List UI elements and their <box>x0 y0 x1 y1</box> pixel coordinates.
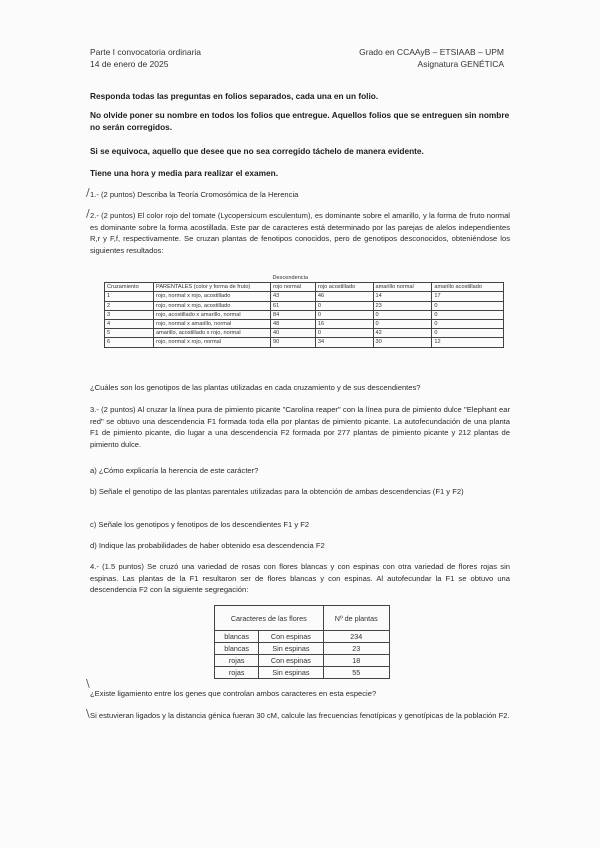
question-3a: a) ¿Cómo explicaría la herencia de este carácter? <box>90 466 259 475</box>
instruction-3: Si se equivoca, aquello que desee que no sea corregido táchelo de manera evidente. <box>90 146 424 156</box>
instruction-1: Responda todas las preguntas en folios separados, cada una en un folio. <box>90 91 379 101</box>
check-mark-icon: \ <box>86 707 90 720</box>
question-4b: Si estuvieran ligados y la distancia génica fueran 30 cM, calcule las frecuencias fenotípicas y genotípicas de la población F2. <box>90 711 510 720</box>
cell: 16 <box>315 320 373 329</box>
check-mark-icon: / <box>86 186 90 199</box>
table-row <box>215 655 390 667</box>
cell: 43 <box>271 292 316 301</box>
table-row <box>215 631 390 643</box>
cell: 0 <box>373 310 432 319</box>
cell: 0 <box>432 301 504 310</box>
cell: 5 <box>105 329 154 338</box>
cell: rojas <box>215 667 259 679</box>
table-row <box>105 301 504 310</box>
question-3d: d) Indique las probabilidades de haber obtenido esa descendencia F2 <box>90 541 325 550</box>
instruction-4: Tiene una hora y media para realizar el examen. <box>90 168 278 178</box>
cell: 6 <box>105 338 154 347</box>
exam-date: 14 de enero de 2025 <box>90 59 169 69</box>
cell: rojo, normal x rojo, normal <box>154 338 271 347</box>
rose-segregation-table <box>214 605 390 679</box>
header-right <box>359 46 504 70</box>
table-row <box>105 292 504 301</box>
cell: 46 <box>315 292 373 301</box>
header-left <box>90 46 201 70</box>
cell: 0 <box>315 329 373 338</box>
cell: rojo, normal x rojo, acostillado <box>154 301 271 310</box>
col-amarillo-normal: amarillo normal <box>373 283 432 292</box>
cell: 0 <box>373 320 432 329</box>
cell: Sin espinas <box>259 643 323 655</box>
cell: rojas <box>215 655 259 667</box>
cell: 14 <box>373 292 432 301</box>
col-rojo-acostillado: rojo acostillado <box>315 283 373 292</box>
table-row <box>105 320 504 329</box>
cell: 90 <box>271 338 316 347</box>
cell: 61 <box>271 301 316 310</box>
cell: 234 <box>323 631 389 643</box>
question-4-intro: 4.- (1.5 puntos) Se cruzó una variedad de rosas con flores blancas y con espinas con otra variedad de flores rojas sin espinas. Las plantas de la F1 resultaron ser de flores blancas y con espinas. Al autofecundar la F1 se obtuvo una descendencia F2 con la siguiente segregación: <box>90 562 510 594</box>
table-row <box>105 329 504 338</box>
table-row <box>105 310 504 319</box>
question-4a: ¿Existe ligamiento entre los genes que controlan ambos caracteres en esta especie? <box>90 689 377 698</box>
cell: blancas <box>215 631 259 643</box>
degree-name: Grado en CCAAyB – ETSIAAB – UPM <box>359 47 504 57</box>
subject-name: Asignatura GENÉTICA <box>417 59 504 69</box>
cell: 0 <box>432 310 504 319</box>
cell: 23 <box>323 643 389 655</box>
question-2-prompt: ¿Cuáles son los genotipos de las plantas utilizadas en cada cruzamiento y de sus descendientes? <box>90 383 421 392</box>
cell: 1 <box>105 292 154 301</box>
cell: 0 <box>315 310 373 319</box>
table-row <box>105 338 504 347</box>
check-mark-icon: \ <box>86 677 90 690</box>
group-header: Descendencia <box>271 274 504 283</box>
question-3b: b) Señale el genotipo de las plantas parentales utilizadas para la obtención de ambas descendencias (F1 y F2) <box>90 487 464 496</box>
cell: Sin espinas <box>259 667 323 679</box>
cell: rojo, normal x rojo, acostillado <box>154 292 271 301</box>
cell: 3 <box>105 310 154 319</box>
cell: 0 <box>315 301 373 310</box>
question-3-intro: 3.- (2 puntos) Al cruzar la línea pura de pimiento picante "Carolina reaper" con la línea pura de pimiento dulce "Elephant ear red" se obtuvo una descendencia F1 formada toda ella por plantas de pimiento picante. La autofecundación de una planta F1 de pimiento picante, dio lugar a una descendencia F2 formada por 277 plantas de pimiento picante y 212 plantas de pimiento dulce. <box>90 405 510 449</box>
col-amarillo-acostillado: amarillo acostillado <box>432 283 504 292</box>
col-num-plantas: Nº de plantas <box>323 606 389 631</box>
cell: amarillo, acostillado x rojo, normal <box>154 329 271 338</box>
cell: 12 <box>432 338 504 347</box>
cell: rojo, acostillado x amarillo, normal <box>154 310 271 319</box>
cell: 2 <box>105 301 154 310</box>
col-parents: PARENTALES (color y forma de fruto) <box>154 283 271 292</box>
cell: 40 <box>271 329 316 338</box>
instruction-2: No olvide poner su nombre en todos los folios que entregue. Aquellos folios que se entreguen sin nombre no serán corregidos. <box>90 110 510 132</box>
cell: 23 <box>373 301 432 310</box>
cell: 18 <box>323 655 389 667</box>
table-row <box>215 667 390 679</box>
question-3c: c) Señale los genotipos y fenotipos de los descendientes F1 y F2 <box>90 520 310 529</box>
cell: Con espinas <box>259 655 323 667</box>
check-mark-icon: / <box>86 207 90 220</box>
cell: 55 <box>323 667 389 679</box>
cell: 84 <box>271 310 316 319</box>
crosses-table <box>104 274 504 348</box>
cell: 34 <box>315 338 373 347</box>
col-cross: Cruzamiento <box>105 283 154 292</box>
cell: 0 <box>432 320 504 329</box>
cell: 4 <box>105 320 154 329</box>
question-2-intro: 2.- (2 puntos) El color rojo del tomate (Lycopersicum esculentum), es dominante sobre el amarillo, y la forma de fruto normal es dominante sobre la forma acostillada. Este par de caracteres está determinado por las parejas de alelos independientes R,r y F,f, respectivamente. Se cruzan plantas de fenotipos conocidos, pero de genotipos desconocidos, obteniéndose los siguientes resultados: <box>90 211 510 255</box>
cell: 48 <box>271 320 316 329</box>
col-rojo-normal: rojo normal <box>271 283 316 292</box>
col-caracteres: Caracteres de las flores <box>215 606 324 631</box>
cell: blancas <box>215 643 259 655</box>
cell: Con espinas <box>259 631 323 643</box>
cell: 42 <box>373 329 432 338</box>
cell: 0 <box>432 329 504 338</box>
cell: 30 <box>373 338 432 347</box>
question-1: 1.- (2 puntos) Describa la Teoría Cromosómica de la Herencia <box>90 190 299 199</box>
cell: rojo, normal x amarillo, normal <box>154 320 271 329</box>
cell: 17 <box>432 292 504 301</box>
table-row <box>215 643 390 655</box>
exam-session: Parte I convocatoria ordinaria <box>90 47 202 57</box>
